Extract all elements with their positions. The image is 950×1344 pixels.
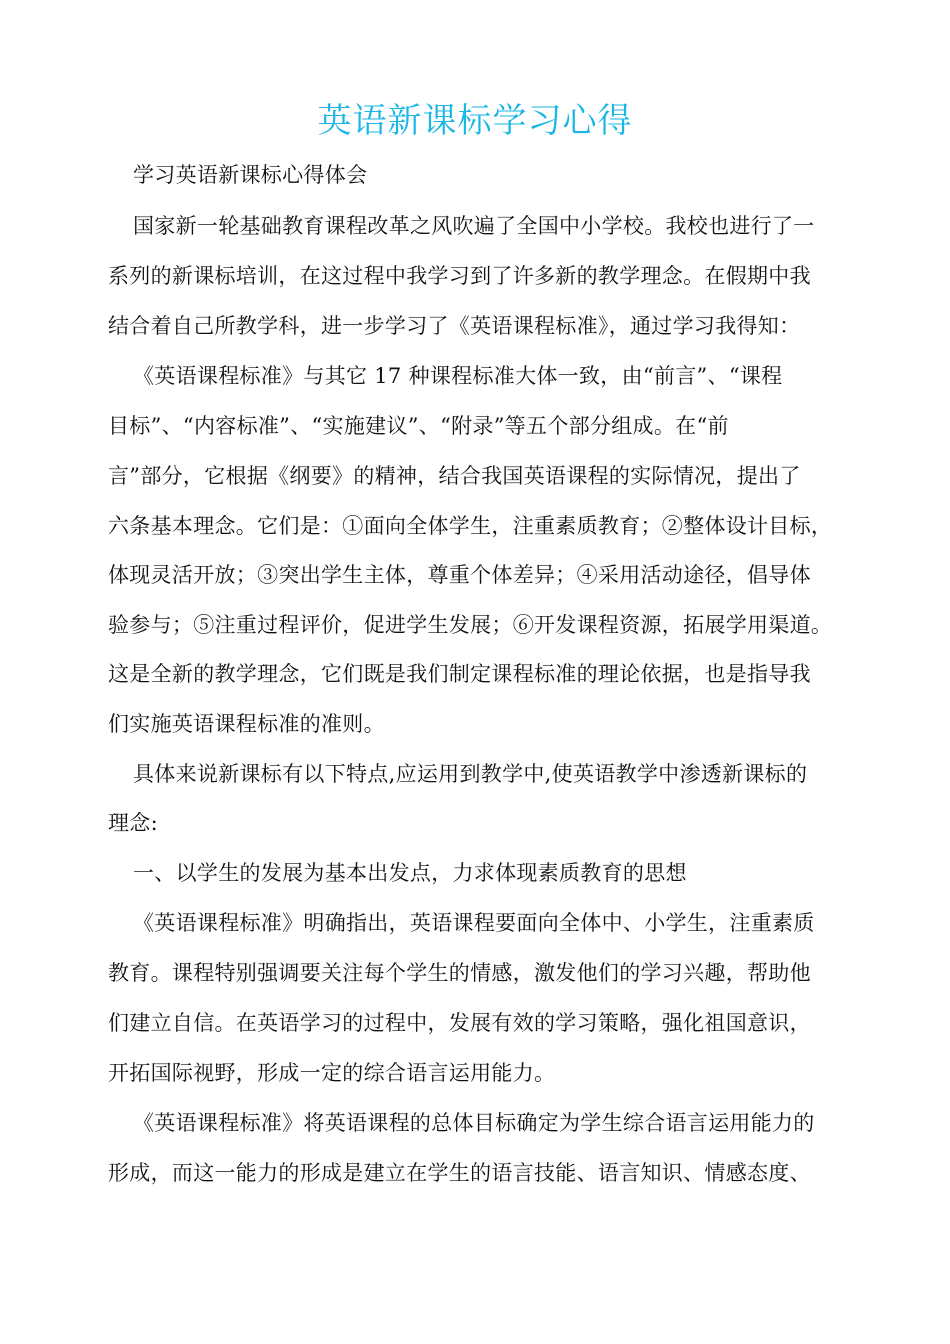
subtitle-line: 学习英语新课标心得体会 [133, 163, 368, 187]
paragraph-line: 结合着自己所教学科，进一步学习了《英语课程标准》，通过学习我得知： [108, 314, 801, 338]
paragraph-line: 目标”、“内容标准”、“实施建议”、“附录”等五个部分组成。在“前 [108, 414, 729, 438]
paragraph-line: 具体来说新课标有以下特点,应运用到教学中,使英语教学中渗透新课标的 [133, 762, 808, 786]
paragraph-line: 《英语课程标准》将英语课程的总体目标确定为学生综合语言运用能力的 [133, 1111, 815, 1135]
page-title: 英语新课标学习心得 [317, 101, 633, 141]
paragraph-line: 开拓国际视野，形成一定的综合语言运用能力。 [108, 1061, 556, 1085]
section-heading: 一、以学生的发展为基本出发点，力求体现素质教育的思想 [133, 861, 687, 885]
paragraph-line: 们建立自信。在英语学习的过程中，发展有效的学习策略，强化祖国意识， [108, 1011, 811, 1035]
paragraph-line: 《英语课程标准》明确指出，英语课程要面向全体中、小学生，注重素质 [133, 911, 815, 935]
paragraph-line: 这是全新的教学理念，它们既是我们制定课程标准的理论依据，也是指导我 [108, 662, 811, 686]
paragraph-line: 验参与；⑤注重过程评价，促进学生发展；⑥开发课程资源，拓展学用渠道。 [108, 613, 833, 637]
paragraph-line: 《英语课程标准》与其它 17 种课程标准大体一致，由“前言”、“课程 [133, 364, 783, 388]
paragraph-line: 国家新一轮基础教育课程改革之风吹遍了全国中小学校。我校也进行了一 [133, 214, 815, 238]
paragraph-line: 们实施英语课程标准的准则。 [108, 712, 385, 736]
paragraph-line: 系列的新课标培训，在这过程中我学习到了许多新的教学理念。在假期中我 [108, 264, 811, 288]
paragraph-line: 体现灵活开放；③突出学生主体，尊重个体差异；④采用活动途径，倡导体 [108, 563, 811, 587]
paragraph-line: 言”部分，它根据《纲要》的精神，结合我国英语课程的实际情况，提出了 [108, 464, 801, 488]
paragraph-line: 教育。课程特别强调要关注每个学生的情感，激发他们的学习兴趣，帮助他 [108, 961, 811, 985]
paragraph-line: 形成，而这一能力的形成是建立在学生的语言技能、语言知识、情感态度、 [108, 1161, 811, 1185]
paragraph-line: 理念: [108, 811, 158, 835]
paragraph-line: 六条基本理念。它们是：①面向全体学生，注重素质教育；②整体设计目标， [108, 514, 833, 538]
